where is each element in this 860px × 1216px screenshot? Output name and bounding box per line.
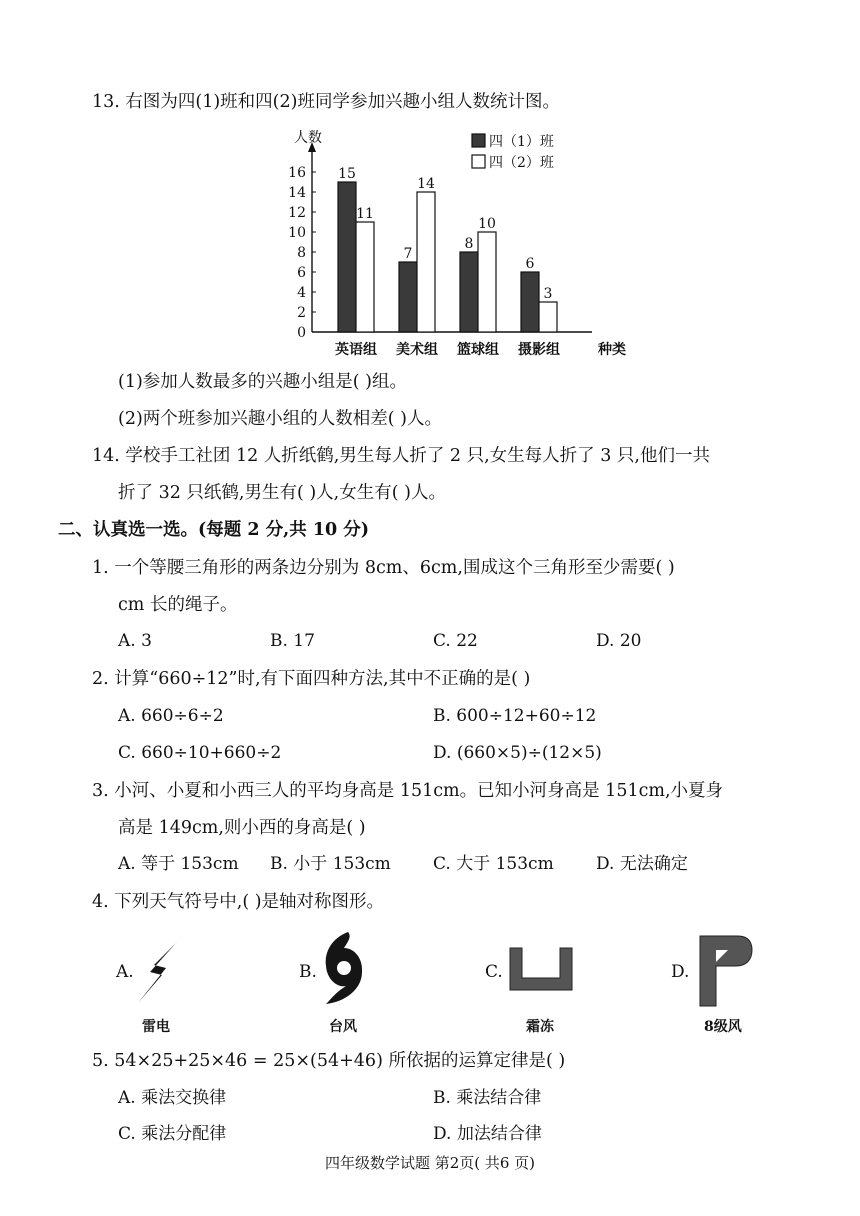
- q13-sub1: (1)参加人数最多的兴趣小组是( )组。: [118, 372, 408, 392]
- x-axis-label: 种类: [598, 342, 626, 358]
- bar: [356, 222, 374, 332]
- y-tick-label: 8: [297, 245, 306, 261]
- bar: [521, 272, 539, 332]
- y-tick-label: 6: [297, 265, 306, 281]
- q3-line2: 高是 149cm,则小西的身高是( ): [118, 818, 366, 838]
- q13-sub2: (2)两个班参加兴趣小组的人数相差( )人。: [118, 409, 443, 429]
- section2-heading: 二、认真选一选。(每题 2 分,共 10 分): [58, 520, 370, 540]
- y-tick-label: 12: [288, 205, 306, 221]
- q5-option-c: C. 乘法分配律: [118, 1124, 227, 1144]
- q5-option-a: A. 乘法交换律: [118, 1088, 227, 1108]
- q2-option-a: A. 660÷6÷2: [118, 706, 224, 726]
- y-tick-label: 14: [288, 185, 306, 201]
- q1-option-b: B. 17: [270, 631, 315, 651]
- q4-option-d-label: 8级风: [704, 1019, 742, 1035]
- q2-option-b: B. 600÷12+60÷12: [433, 706, 597, 726]
- page-footer: 四年级数学试题 第2页( 共6 页): [324, 1154, 536, 1172]
- data-label: 10: [478, 216, 496, 232]
- q1-line2: cm 长的绳子。: [118, 595, 238, 615]
- q1-option-d: D. 20: [596, 631, 642, 651]
- data-label: 6: [525, 256, 535, 272]
- y-tick-label: 2: [297, 305, 306, 321]
- q3-option-d: D. 无法确定: [596, 854, 688, 874]
- y-axis-label: 人数: [294, 130, 322, 146]
- data-label: 8: [464, 236, 474, 252]
- frost-icon: [508, 946, 574, 992]
- data-label: 14: [417, 176, 435, 192]
- y-tick-label: 0: [297, 325, 306, 341]
- q4-stem: 4. 下列天气符号中,( )是轴对称图形。: [92, 892, 385, 912]
- bar: [417, 192, 435, 332]
- q3-option-c: C. 大于 153cm: [433, 854, 554, 874]
- q14-line2: 折了 32 只纸鹤,男生有( )人,女生有( )人。: [118, 483, 446, 503]
- q1-option-a: A. 3: [118, 631, 152, 651]
- data-label: 3: [543, 286, 553, 302]
- q2-option-c: C. 660÷10+660÷2: [118, 743, 282, 763]
- lightning-icon: [136, 935, 188, 1005]
- q4-option-d-letter: D.: [671, 962, 690, 982]
- q4-option-c-label: 霜冻: [526, 1019, 554, 1035]
- legend-swatch: [472, 134, 485, 147]
- legend-label: 四（2）班: [489, 155, 554, 171]
- q1-line1: 1. 一个等腰三角形的两条边分别为 8cm、6cm,围成这个三角形至少需要( ): [92, 558, 675, 578]
- q13-stem: 13. 右图为四(1)班和四(2)班同学参加兴趣小组人数统计图。: [92, 92, 560, 112]
- bar: [338, 182, 356, 332]
- q4-option-c-letter: C.: [485, 962, 503, 982]
- q5-option-b: B. 乘法结合律: [433, 1088, 542, 1108]
- q3-option-a: A. 等于 153cm: [118, 854, 239, 874]
- typhoon-icon: [318, 930, 368, 1006]
- q4-option-a-letter: A.: [116, 962, 134, 982]
- q5-option-d: D. 加法结合律: [433, 1124, 542, 1144]
- bar: [460, 252, 478, 332]
- q4-option-b-label: 台风: [329, 1019, 357, 1035]
- x-tick-label: 英语组: [335, 342, 377, 358]
- y-tick-label: 10: [288, 225, 306, 241]
- x-tick-label: 篮球组: [457, 342, 499, 358]
- y-tick-label: 16: [288, 165, 306, 181]
- data-label: 15: [338, 166, 356, 182]
- q1-option-c: C. 22: [433, 631, 478, 651]
- y-tick-label: 4: [297, 285, 306, 301]
- q2-stem: 2. 计算“660÷12”时,有下面四种方法,其中不正确的是( ): [92, 669, 531, 689]
- bar-chart: [276, 122, 648, 362]
- x-tick-label: 美术组: [396, 342, 438, 358]
- q2-option-d: D. (660×5)÷(12×5): [433, 743, 602, 763]
- data-label: 7: [403, 246, 413, 262]
- q4-option-b-letter: B.: [299, 962, 317, 982]
- q3-option-b: B. 小于 153cm: [270, 854, 391, 874]
- x-tick-label: 摄影组: [518, 342, 560, 358]
- bar: [539, 302, 557, 332]
- q14-line1: 14. 学校手工社团 12 人折纸鹤,男生每人折了 2 只,女生每人折了 3 只,他们一共: [92, 446, 710, 466]
- wind-level-8-icon: [698, 934, 754, 1008]
- bar: [478, 232, 496, 332]
- q3-line1: 3. 小河、小夏和小西三人的平均身高是 151cm。已知小河身高是 151cm,小夏身: [92, 781, 724, 801]
- q5-stem: 5. 54×25+25×46 = 25×(54+46) 所依据的运算定律是( ): [92, 1051, 566, 1071]
- q4-option-a-label: 雷电: [142, 1019, 170, 1035]
- legend-label: 四（1）班: [489, 134, 554, 150]
- bar: [399, 262, 417, 332]
- legend-swatch: [472, 155, 485, 168]
- data-label: 11: [356, 206, 374, 222]
